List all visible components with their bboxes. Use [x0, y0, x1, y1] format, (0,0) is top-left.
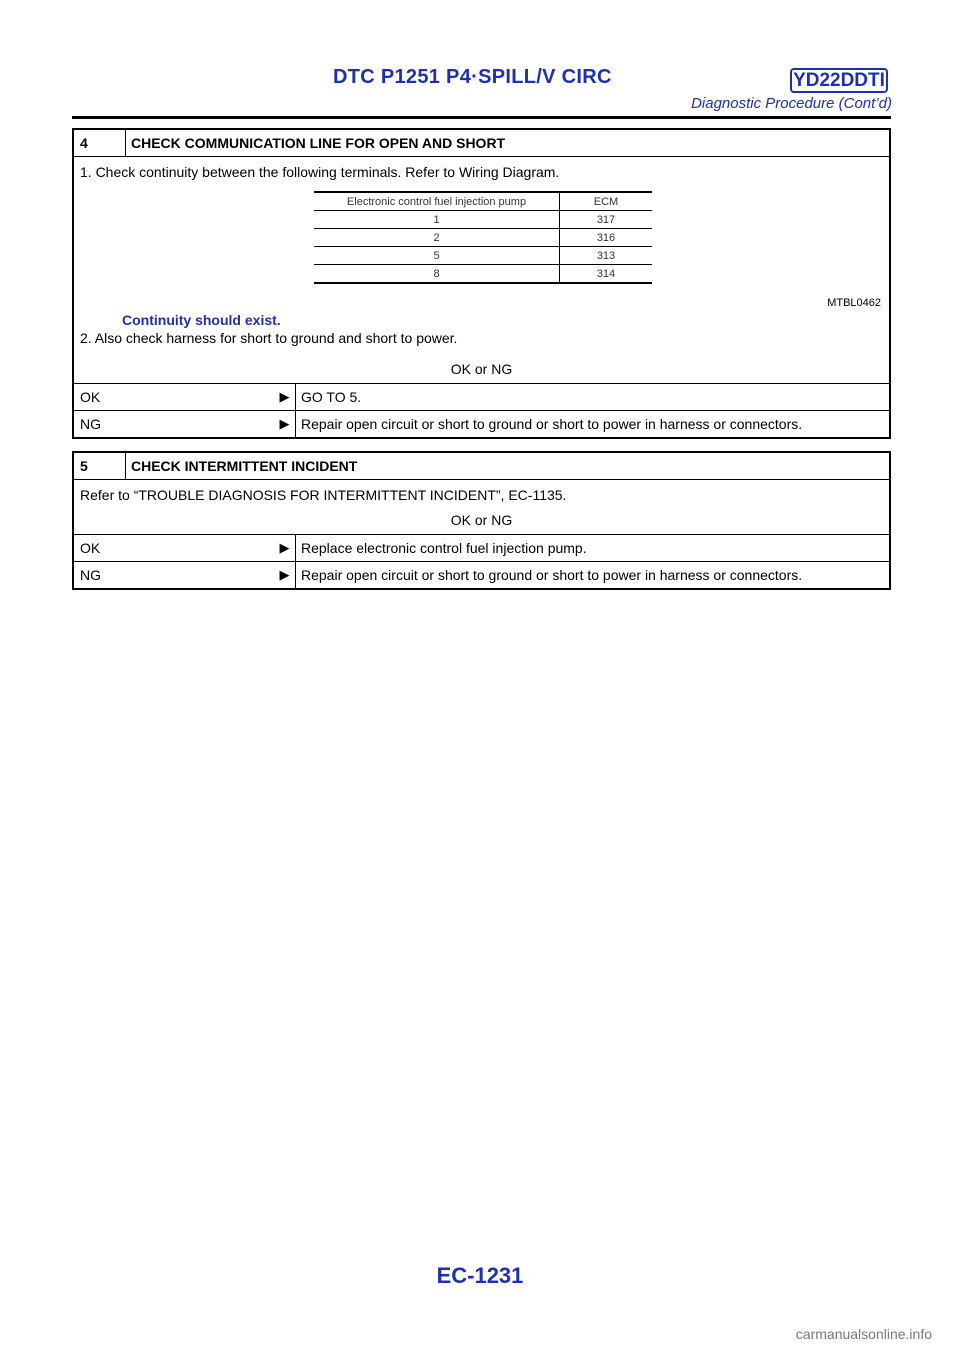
- step-4-result-ok: [74, 383, 889, 410]
- arrow-right-icon: ▶: [274, 562, 296, 588]
- result-action: GO TO 5.: [301, 389, 362, 405]
- procedure-step-5: [72, 451, 891, 590]
- step-5-result-ng: [74, 561, 889, 588]
- continuity-note: Continuity should exist.: [122, 312, 281, 328]
- procedure-step-4: [72, 128, 891, 439]
- step-5-ok-ng-title: OK or NG: [450, 512, 513, 528]
- step-5-title: CHECK INTERMITTENT INCIDENT: [131, 458, 358, 474]
- step-5-number: 5: [74, 453, 126, 479]
- terminal-continuity-table: [314, 191, 652, 284]
- result-label: NG: [80, 416, 101, 432]
- figure-id: MTBL0462: [827, 297, 881, 309]
- step-4-instruction-2: 2. Also check harness for short to ground and short to power.: [80, 330, 458, 346]
- step-4-title: CHECK COMMUNICATION LINE FOR OPEN AND SHORT: [131, 135, 506, 151]
- table-row: [314, 229, 652, 247]
- step-4-notes: [80, 311, 883, 347]
- pump-terminal-cell: 8: [314, 265, 560, 284]
- result-label: OK: [80, 540, 101, 556]
- step-5-result-ok: [74, 534, 889, 561]
- step-4-ok-ng-title: OK or NG: [450, 361, 513, 377]
- pump-terminal-cell: 1: [314, 211, 560, 229]
- ecm-terminal-cell: 313: [596, 249, 616, 262]
- ecm-terminal-cell: 317: [596, 213, 616, 226]
- table-row: [314, 265, 652, 284]
- site-watermark[interactable]: carmanualsonline.info: [795, 1326, 932, 1342]
- step-4-body: [74, 157, 889, 353]
- arrow-right-icon: ▶: [274, 535, 296, 561]
- step-4-result-ng: [74, 410, 889, 437]
- pump-terminal-cell: 2: [314, 229, 560, 247]
- section-subtitle: Diagnostic Procedure (Cont’d): [691, 95, 892, 112]
- header-divider: [72, 116, 891, 119]
- table-header-row: [314, 192, 652, 211]
- result-action: Replace electronic control fuel injection pump.: [301, 540, 587, 556]
- page-title: DTC P1251 P4·SPILL/V CIRC: [333, 66, 612, 88]
- step-5-header: [74, 453, 889, 480]
- step-4-header: [74, 130, 889, 157]
- engine-model-badge: YD22DDTI: [790, 68, 888, 93]
- page-number: EC-1231: [436, 1263, 524, 1288]
- arrow-right-icon: ▶: [274, 411, 296, 437]
- table-row: [314, 211, 652, 229]
- result-label: OK: [80, 389, 101, 405]
- column-header-pump: Electronic control fuel injection pump: [314, 192, 560, 211]
- arrow-right-icon: ▶: [274, 384, 296, 410]
- step-4-instruction-1: 1. Check continuity between the following terminals. Refer to Wiring Diagram.: [80, 164, 560, 180]
- step-5-instruction: Refer to “TROUBLE DIAGNOSIS FOR INTERMITTENT INCIDENT”, EC-1135.: [80, 487, 567, 503]
- result-label: NG: [80, 567, 101, 583]
- step-4-number: 4: [74, 130, 126, 156]
- step-5-body: [74, 480, 889, 504]
- pump-terminal-cell: 5: [314, 247, 560, 265]
- ecm-terminal-cell: 316: [596, 231, 616, 244]
- result-action: Repair open circuit or short to ground or short to power in harness or connectors.: [301, 416, 803, 432]
- table-row: [314, 247, 652, 265]
- result-action: Repair open circuit or short to ground or short to power in harness or connectors.: [301, 567, 803, 583]
- column-header-ecm: ECM: [593, 195, 619, 208]
- ecm-terminal-cell: 314: [596, 267, 616, 280]
